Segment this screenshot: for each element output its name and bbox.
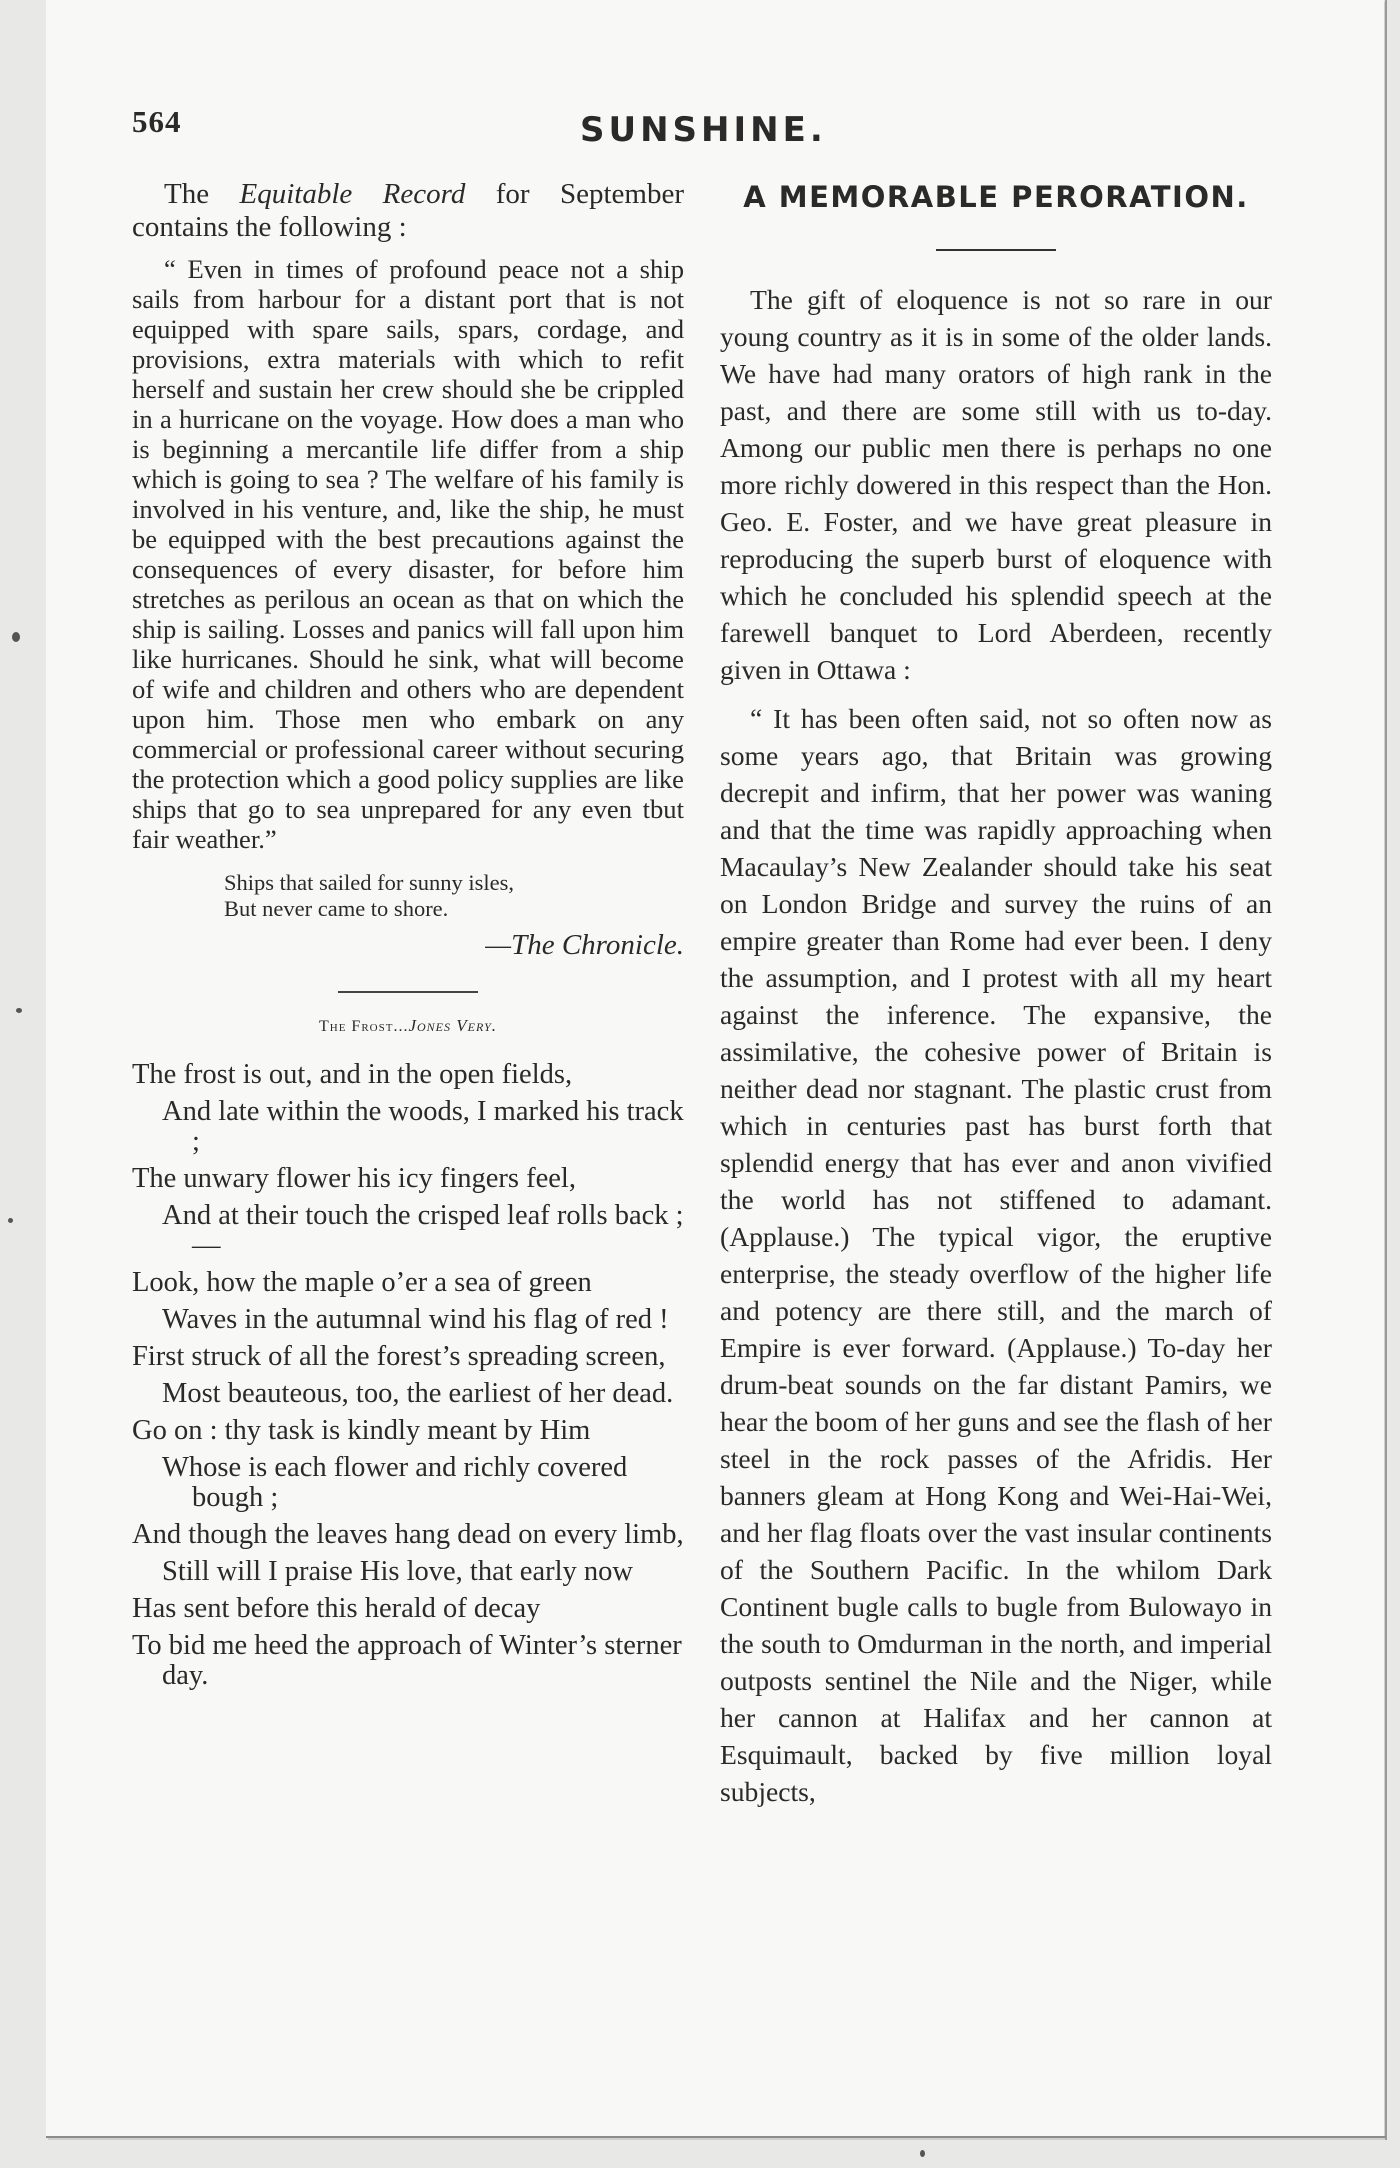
section-divider [338, 991, 478, 993]
poem-line: Still will I praise His love, that early now [162, 1556, 633, 1587]
scan-speck [920, 2150, 925, 2157]
poem-line: Waves in the autumnal wind his flag of red ! [162, 1304, 669, 1335]
page-edge-bottom [46, 2136, 1386, 2138]
intro-post: for September contains the following : [132, 178, 684, 243]
right-column [720, 178, 1272, 1810]
scan-speck [16, 1008, 22, 1013]
couplet-line: But never came to shore. [224, 896, 449, 921]
poem [132, 1060, 684, 1691]
attribution: —The Chronicle. [485, 929, 684, 961]
article-title: A MEMORABLE PERORATION. [743, 180, 1249, 214]
poem-line: To bid me heed the approach of Winter’s sterner day. [132, 1630, 682, 1691]
poem-line: And at their touch the crisped leaf rolls back ;— [162, 1200, 684, 1261]
poem-line: And though the leaves hang dead on every limb, [132, 1519, 684, 1550]
page-number: 564 [132, 104, 182, 139]
poem-line: Go on : thy task is kindly meant by Him [132, 1415, 591, 1446]
poem-line: Look, how the maple o’er a sea of green [132, 1267, 592, 1298]
verse-couplet [224, 870, 684, 922]
poem-line: Whose is each flower and richly covered bough ; [162, 1452, 628, 1513]
article-paragraph: “ It has been often said, not so often now as some years ago, that Britain was growing decrepit and infirm, that her power was waning and that the time was rapidly approaching when Macaulay’s New Zealander should take his seat on London Bridge and survey the ruins of an empire greater than Rome had ever been. I deny the assumption, and I protest with all my heart against the inference. The expansive, the assimilative, the cohesive power of Britain is neither dead nor stagnant. The plastic crust from which in centuries past has burst forth that splendid energy that has ever and anon vivified the world has not stiffened to adamant. (Applause.) The typical vigor, the eruptive enterprise, the steady overflow of the higher life and potency are there still, and the march of Empire is ever forward. (Applause.) To-day her drum-beat sounds on the far distant Pamirs, we hear the boom of her guns and see the flash of her steel in the rock passes of the Afridis. Her banners gleam at Hong Kong and Wei-Hai-Wei, and her flag floats over the vast insular continents of the Southern Pacific. In the whilom Dark Continent bugle calls to bugle from Bulowayo in the south to Omdurman in the north, and imperial outposts sentinel the Nile and the Niger, while her cannon at Halifax and her cannon at Esquimault, backed by five million loyal subjects, [720, 702, 1272, 1807]
poem-line: The unwary flower his icy fingers feel, [132, 1163, 576, 1194]
poem-line: The frost is out, and in the open fields, [132, 1059, 573, 1090]
article-paragraph: The gift of eloquence is not so rare in our young country as it is in some of the older lands. We have had many orators of high rank in the past, and there are some still with us to-day. Among our public men there is perhaps no one more richly dowered in this respect than the Hon. Geo. E. Foster, and we have great pleasure in reproducing the superb burst of eloquence with which he concluded his splendid speech at the farewell banquet to Lord Aberdeen, recently given in Ottawa : [720, 283, 1272, 685]
intro-pre: The [164, 178, 240, 210]
poem-line: Most beauteous, too, the earliest of her dead. [162, 1378, 674, 1409]
running-title: SUNSHINE. [580, 110, 827, 150]
scan-speck [8, 1218, 13, 1223]
publication-name: Equitable Record [239, 178, 466, 210]
intro-paragraph [132, 178, 684, 244]
page-edge-right [1385, 0, 1387, 2140]
left-column [132, 178, 684, 1691]
poem-heading [132, 1011, 684, 1043]
couplet-line: Ships that sailed for sunny isles, [224, 870, 514, 895]
title-divider [936, 249, 1056, 251]
quoted-passage: “ Even in times of profound peace not a ship sails from harbour for a distant port that is not equipped with spare sails, spars, cordage, and provisions, extra materials with which to refit herself and sustain her crew should she be crippled in a hurricane on the voyage. How does a man who is beginning a mercantile life differ from a ship which is going to sea ? The welfare of his family is involved in his venture, and, like the ship, he must be equipped with the best precautions against the consequences of every disaster, for before him stretches as perilous an ocean as that on which the ship is sailing. Losses and panics will fall upon him like hurricanes. Should he sink, what will become of wife and children and others who are dependent upon him. Those men who embark on any commercial or professional career without securing the protection which a good policy supplies are like ships that go to sea unprepared for any even tbut fair weather.” [132, 254, 684, 854]
scan-speck [12, 632, 20, 642]
poem-line: And late within the woods, I marked his track ; [162, 1096, 684, 1157]
poem-author: Jones Very. [408, 1015, 497, 1035]
poem-line: First struck of all the forest’s spreading screen, [132, 1341, 666, 1372]
poem-title: The Frost... [319, 1017, 409, 1035]
poem-line: Has sent before this herald of decay [132, 1593, 541, 1624]
